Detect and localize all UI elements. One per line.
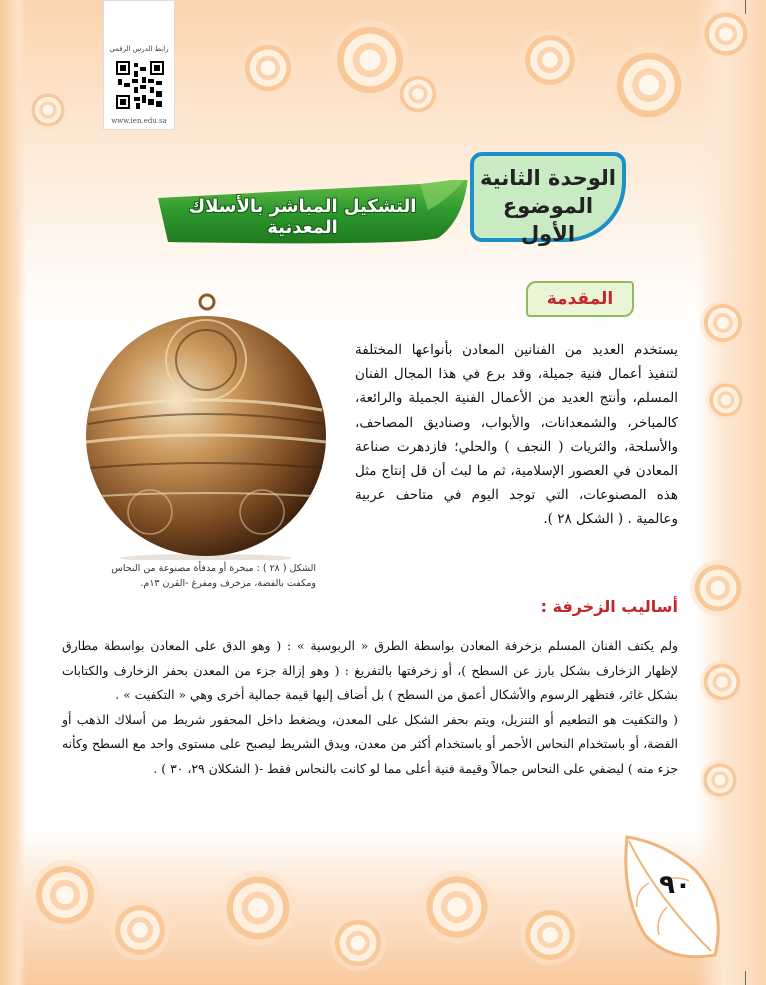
flower-ornament — [28, 90, 68, 130]
incense-burner-image — [80, 292, 332, 560]
qr-code-icon[interactable] — [116, 61, 164, 109]
topic-label: الموضوع الأول — [502, 194, 594, 246]
flower-ornament — [520, 30, 580, 90]
intro-text: يستخدم العديد من الفنانين المعادن بأنواعها المختلفة لتنفيذ أعمال فنية جميلة، وقد برع في هذا المجال الفنان المسلم، وأنتج العديد من الأعمال الفنية الجميلة والرائعة، كالمباخر، والشمعدانات، والأبواب، وصناديق المصاحف، والأسلحة، والثريات ( النجف ) والحلي؛ فازدهرت صناعة المعادن في العصور الإسلامية، ثم ما لبث أن قل إنتاج مثل هذه المصنوعات، التي توجد اليوم في متاحف عربية وعالمية . ( الشكل ٢٨ ). — [355, 342, 678, 528]
intro-paragraph — [355, 338, 678, 532]
flower-ornament — [330, 915, 386, 971]
intro-heading: المقدمة — [526, 281, 634, 317]
flower-ornament — [520, 905, 580, 965]
leaf-ornament — [615, 835, 725, 965]
qr-title: رابط الدرس الرقمي — [109, 45, 169, 53]
qr-url[interactable]: www.ien.edu.sa — [111, 117, 167, 125]
flower-ornament — [700, 760, 740, 800]
flower-ornament — [690, 560, 746, 616]
flower-ornament — [396, 72, 440, 116]
flower-ornament — [420, 870, 494, 944]
crop-mark — [745, 971, 746, 985]
body-paragraph: ( والتكفيت هو التطعيم أو التنزيل، ويتم بحفر الشكل على المعدن، ويضغط داخل المحفور شريط من أسلاك الذهب أو الفضة، أو باستخدام النحاس الأحمر أو باستخدام أكثر من معدن، ويدق الشريط ليصبح على مستوى واحد مع السطح وكأنه جزء منه ) ليضفي على النحاس جمالاً وقيمة فنية أعلى مما لو كانت بالنحاس فقط -( الشكلان ٢٩، ٣٠ ) . — [62, 711, 678, 776]
crop-mark — [745, 0, 746, 14]
figure-caption: الشكل ( ٢٨ ) : مبخرة أو مدفأة مصنوعة من النحاس ومكفت بالفضة، مزخرف ومفرغ -القرن ١٣م. — [111, 563, 316, 589]
left-edge-decoration — [0, 0, 26, 985]
unit-badge — [470, 152, 626, 246]
flower-ornament — [610, 46, 688, 124]
page-number: ٩٠ — [659, 870, 691, 900]
flower-ornament — [110, 900, 170, 960]
flower-ornament — [700, 660, 744, 704]
flower-ornament — [700, 300, 746, 346]
section-body — [62, 634, 678, 782]
qr-card[interactable] — [103, 0, 175, 130]
unit-label: الوحدة الثانية — [480, 166, 616, 190]
body-paragraph: ولم يكتف الفنان المسلم بزخرفة المعادن بواسطة الطرق « الربوسية » : ( وهو الدق على المعادن بواسطة مطارق لإظهار الزخارف بشكل بارز عن السطح )، أو زخرفتها بالتفريغ : ( وهو إزالة جزء من المعدن بحفر الزخارف والكتابات بشكل غائر، فتظهر الرسوم والأشكال أعمق من السطح ) بل أضاف إليها قيمة جمالية أخرى وهي « التكفيت » . — [62, 638, 678, 703]
flower-ornament — [220, 870, 296, 946]
flower-ornament — [700, 8, 752, 60]
lesson-title: التشكيل المباشر بالأسلاك المعدنية — [188, 196, 417, 238]
flower-ornament — [30, 860, 100, 930]
flower-ornament — [240, 40, 296, 96]
section-heading: أساليب الزخرفة : — [540, 597, 678, 616]
flower-ornament — [706, 380, 746, 420]
